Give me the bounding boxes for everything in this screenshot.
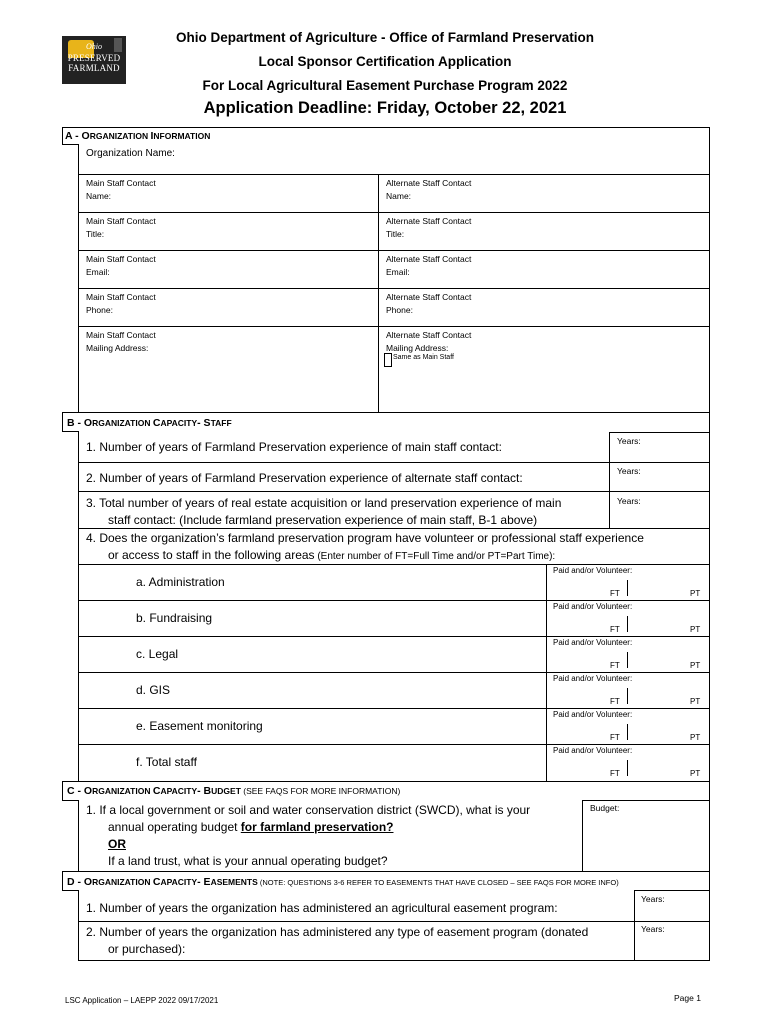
b4f-ft-field[interactable]: FT xyxy=(610,769,620,778)
logo-text-farmland: FARMLAND xyxy=(68,63,120,73)
same-as-main-staff-label: Same as Main Staff xyxy=(393,354,454,361)
d2-question-line2: or purchased): xyxy=(108,942,186,956)
b3-question-line2: staff contact: (Include farmland preservation experience of main staff, B-1 above) xyxy=(108,513,538,527)
c1-budget-field[interactable]: Budget: xyxy=(590,803,620,813)
d1-question: 1. Number of years the organization has administered an agricultural easement program: xyxy=(86,901,558,915)
header-program: For Local Agricultural Easement Purchase Program 2022 xyxy=(202,78,568,93)
b4b-paid-volunteer-label: Paid and/or Volunteer: xyxy=(553,602,633,611)
d2-question-line1: 2. Number of years the organization has administered any type of easement program (donated xyxy=(86,925,589,939)
c1-question-line4: If a land trust, what is your annual operating budget? xyxy=(108,854,388,868)
header-title: Ohio Department of Agriculture - Office of Farmland Preservation xyxy=(175,30,595,45)
b2-years-field[interactable]: Years: xyxy=(617,466,641,476)
b4c-pt-field[interactable]: PT xyxy=(690,661,701,670)
b4e-ft-field[interactable]: FT xyxy=(610,733,620,742)
b4b-pt-field[interactable]: PT xyxy=(690,625,701,634)
b4d-paid-volunteer-label: Paid and/or Volunteer: xyxy=(553,674,633,683)
b4b-fundraising: b. Fundraising xyxy=(136,611,213,625)
same-as-main-staff-checkbox[interactable] xyxy=(384,353,392,367)
alt-contact-title-field[interactable]: Alternate Staff Contact Title: xyxy=(386,216,472,239)
b4-question-line1: 4. Does the organization’s farmland preservation program have volunteer or professional staff experience xyxy=(86,531,644,545)
b4f-total-staff: f. Total staff xyxy=(136,755,197,769)
main-contact-mailing-address-field[interactable]: Main Staff Contact Mailing Address: xyxy=(86,330,156,353)
b1-years-field[interactable]: Years: xyxy=(617,436,641,446)
c1-question-line1: 1. If a local government or soil and water conservation district (SWCD), what is your xyxy=(86,803,531,817)
page-number: Page 1 xyxy=(674,993,701,1003)
main-contact-title-field[interactable]: Main Staff Contact Title: xyxy=(86,216,156,239)
b4f-pt-field[interactable]: PT xyxy=(690,769,701,778)
b4d-gis: d. GIS xyxy=(136,683,171,697)
b3-years-field[interactable]: Years: xyxy=(617,496,641,506)
b4a-administration: a. Administration xyxy=(136,575,225,589)
logo-text-ohio: Ohio xyxy=(86,42,102,51)
alt-contact-name-field[interactable]: Alternate Staff Contact Name: xyxy=(386,178,472,201)
b4d-ft-field[interactable]: FT xyxy=(610,697,620,706)
d2-years-field[interactable]: Years: xyxy=(641,924,665,934)
b4e-easement-monitoring: e. Easement monitoring xyxy=(136,719,263,733)
c1-or: OR xyxy=(108,837,126,851)
b4c-legal: c. Legal xyxy=(136,647,179,661)
logo-text-preserved: PRESERVED xyxy=(67,53,121,63)
section-c-title: C - ORGANIZATION CAPACITY- BUDGET (SEE FAQS FOR MORE INFORMATION) xyxy=(67,785,401,797)
b4c-paid-volunteer-label: Paid and/or Volunteer: xyxy=(553,638,633,647)
section-a-title: A - ORGANIZATION INFORMATION xyxy=(65,130,211,142)
b4b-ft-field[interactable]: FT xyxy=(610,625,620,634)
section-b-title: B - ORGANIZATION CAPACITY- STAFF xyxy=(67,417,232,429)
ohio-preserved-farmland-logo xyxy=(62,36,126,84)
c1-question-line2: annual operating budget for farmland preservation? xyxy=(108,820,394,834)
b4f-paid-volunteer-label: Paid and/or Volunteer: xyxy=(553,746,633,755)
section-d-title: D - ORGANIZATION CAPACITY- EASEMENTS (NOTE: QUESTIONS 3-6 REFER TO EASEMENTS THAT HAVE CLOSED – SEE FAQS FOR MORE INFO) xyxy=(67,876,619,888)
b4d-pt-field[interactable]: PT xyxy=(690,697,701,706)
organization-name-field[interactable]: Organization Name: xyxy=(86,148,175,159)
b4e-paid-volunteer-label: Paid and/or Volunteer: xyxy=(553,710,633,719)
b4-question-line2: or access to staff in the following areas (Enter number of FT=Full Time and/or PT=Part Time): xyxy=(108,548,556,562)
footer-document-id: LSC Application – LAEPP 2022 09/17/2021 xyxy=(65,996,219,1005)
main-contact-email-field[interactable]: Main Staff Contact Email: xyxy=(86,254,156,277)
b3-question-line1: 3. Total number of years of real estate acquisition or land preservation experience of main xyxy=(86,496,562,510)
alt-contact-email-field[interactable]: Alternate Staff Contact Email: xyxy=(386,254,472,277)
d1-years-field[interactable]: Years: xyxy=(641,894,665,904)
application-deadline: Application Deadline: Friday, October 22, 2021 xyxy=(203,99,567,117)
b4a-ft-field[interactable]: FT xyxy=(610,589,620,598)
main-contact-phone-field[interactable]: Main Staff Contact Phone: xyxy=(86,292,156,315)
b1-question: 1. Number of years of Farmland Preservation experience of main staff contact: xyxy=(86,440,502,454)
alt-contact-phone-field[interactable]: Alternate Staff Contact Phone: xyxy=(386,292,472,315)
b4c-ft-field[interactable]: FT xyxy=(610,661,620,670)
main-contact-name-field[interactable]: Main Staff Contact Name: xyxy=(86,178,156,201)
b2-question: 2. Number of years of Farmland Preservation experience of alternate staff contact: xyxy=(86,471,523,485)
b4a-paid-volunteer-label: Paid and/or Volunteer: xyxy=(553,566,633,575)
header-subtitle: Local Sponsor Certification Application xyxy=(258,54,512,69)
b4a-pt-field[interactable]: PT xyxy=(690,589,701,598)
alt-contact-mailing-address-field[interactable]: Alternate Staff Contact Mailing Address: xyxy=(386,330,472,353)
b4e-pt-field[interactable]: PT xyxy=(690,733,701,742)
